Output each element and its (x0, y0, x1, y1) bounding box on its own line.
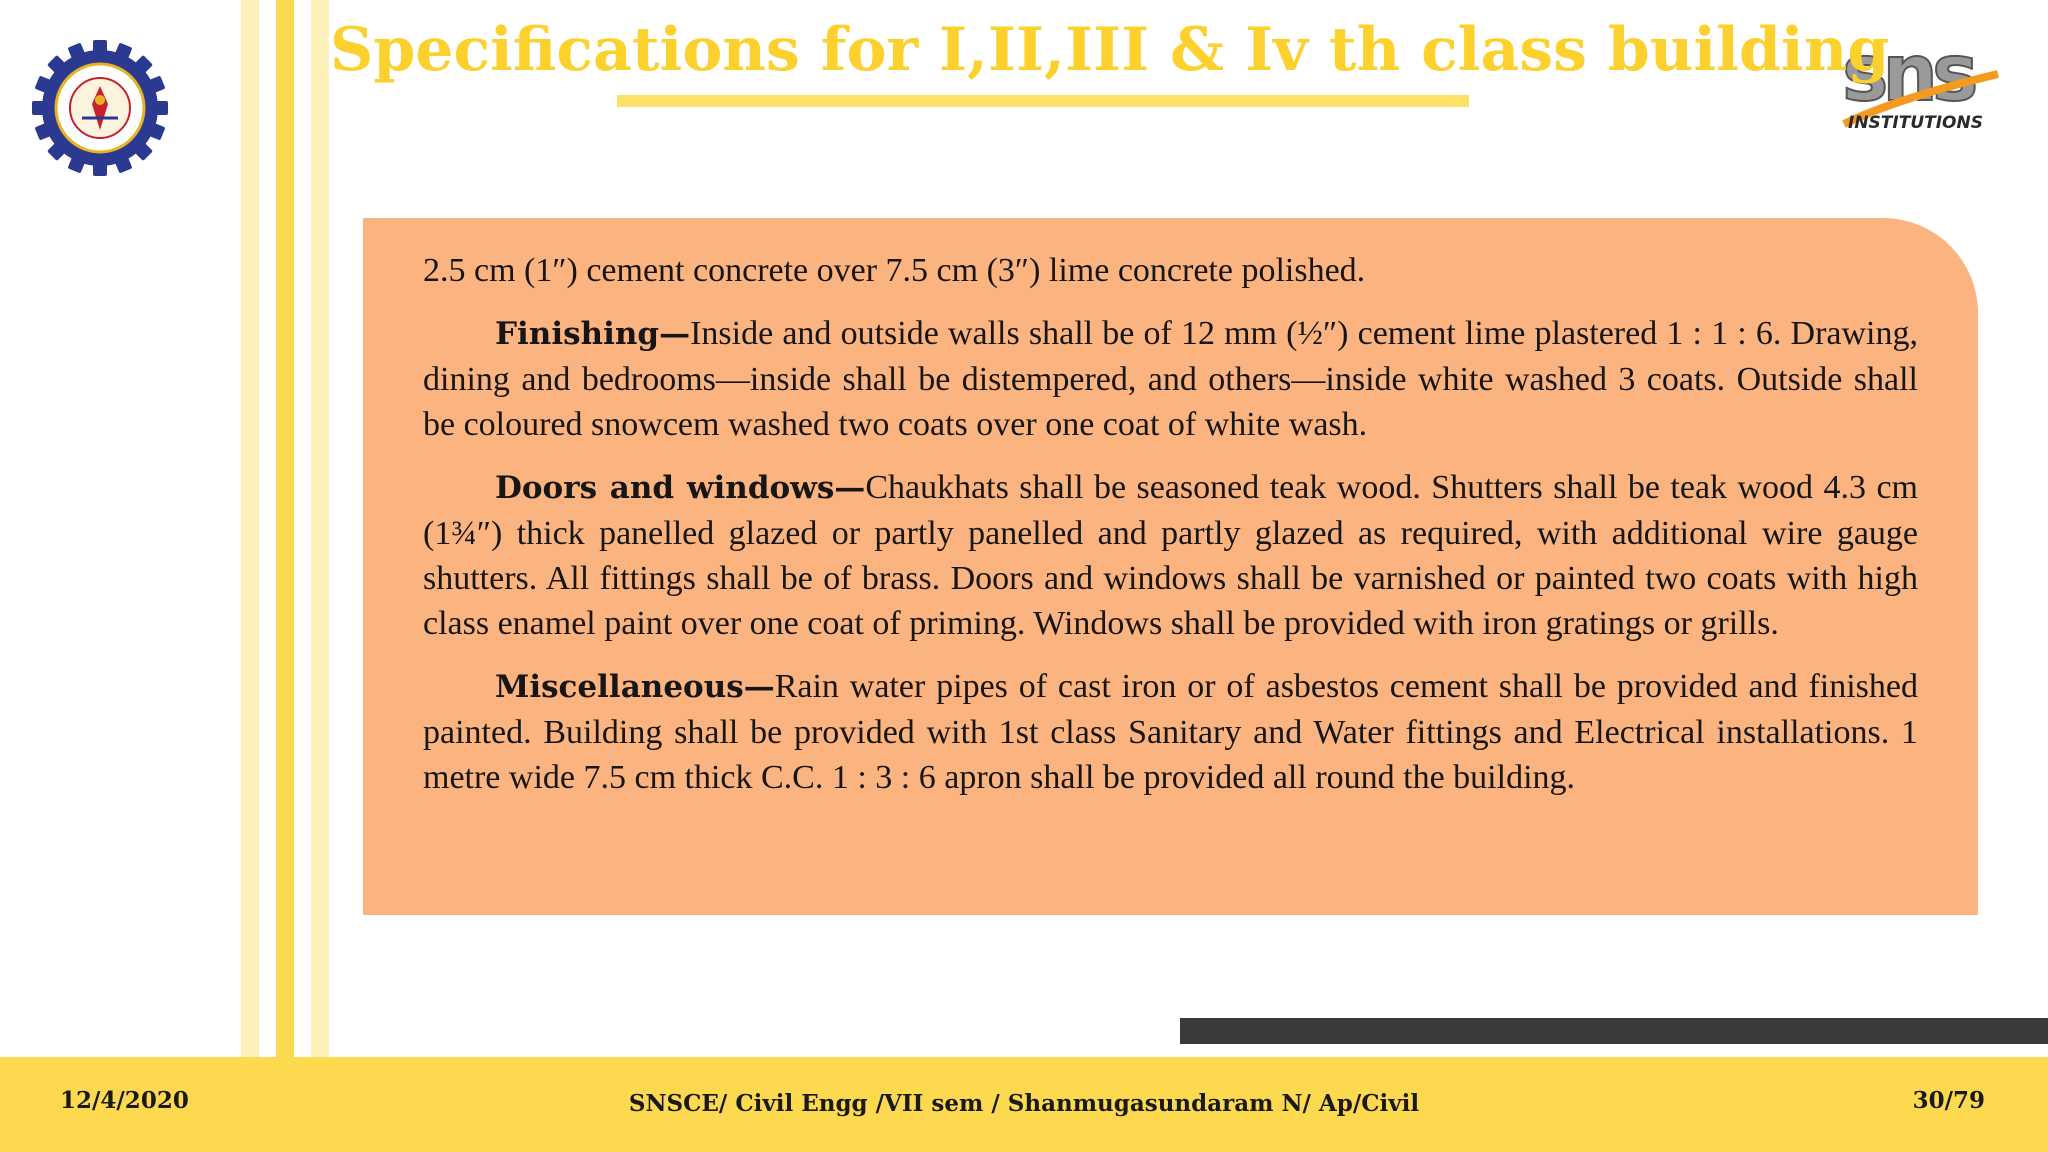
decorative-stripe (241, 0, 259, 1057)
footer-course-info: SNSCE/ Civil Engg /VII sem / Shanmugasundaram N/ Ap/Civil (628, 1090, 1420, 1117)
specification-document (363, 218, 1978, 915)
finishing-heading: Finishing— (495, 316, 691, 352)
flooring-paragraph: 2.5 cm (1″) cement concrete over 7.5 cm (3″) lime concrete polished. (423, 252, 1366, 289)
doors-windows-text: Chaukhats shall be seasoned teak wood. Shutters shall be teak wood 4.3 cm (1¾″) thick panelled glazed or partly panelled and partly glazed as required, with additional wire gauge shutters. All fittings shall be of brass. Doors and windows shall be varnished or painted two coats with high class enamel paint over one coat of priming. Windows shall be provided with iron gratings or grills. (423, 469, 1918, 642)
svg-text:INSTITUTIONS: INSTITUTIONS (1848, 113, 1983, 133)
miscellaneous-paragraph (423, 664, 1918, 800)
decorative-stripe (276, 0, 294, 1057)
slide-footer (0, 1057, 2048, 1152)
page-number: 30/79 (1912, 1087, 1985, 1114)
doors-windows-heading: Doors and windows— (495, 470, 866, 506)
miscellaneous-heading: Miscellaneous— (495, 669, 775, 705)
finishing-text: Inside and outside walls shall be of 12 mm (½″) cement lime plastered 1 : 1 : 6. Drawing, dining and bedrooms—inside shall be distempered, and others—inside white washed 3 coats. Outside shall be coloured snowcem washed two coats over one coat of white wash. (423, 315, 1918, 443)
finishing-paragraph (423, 311, 1918, 447)
footer-date: 12/4/2020 (60, 1087, 189, 1114)
title-underline (617, 95, 1469, 107)
college-seal-logo (30, 38, 170, 178)
footer-accent-bar (1180, 1018, 2048, 1044)
slide-title: Specifications for I,II,III & Iv th class building (330, 15, 1890, 85)
svg-text:sns: sns (1842, 29, 1973, 119)
doors-windows-paragraph (423, 465, 1918, 646)
miscellaneous-text: Rain water pipes of cast iron or of asbestos cement shall be provided and finished painted. Building shall be provided with 1st class Sanitary and Water fittings and Electrical installations. 1 metre wide 7.5 cm thick C.C. 1 : 3 : 6 apron shall be provided all round the building. (423, 668, 1918, 796)
decorative-stripe (311, 0, 329, 1057)
